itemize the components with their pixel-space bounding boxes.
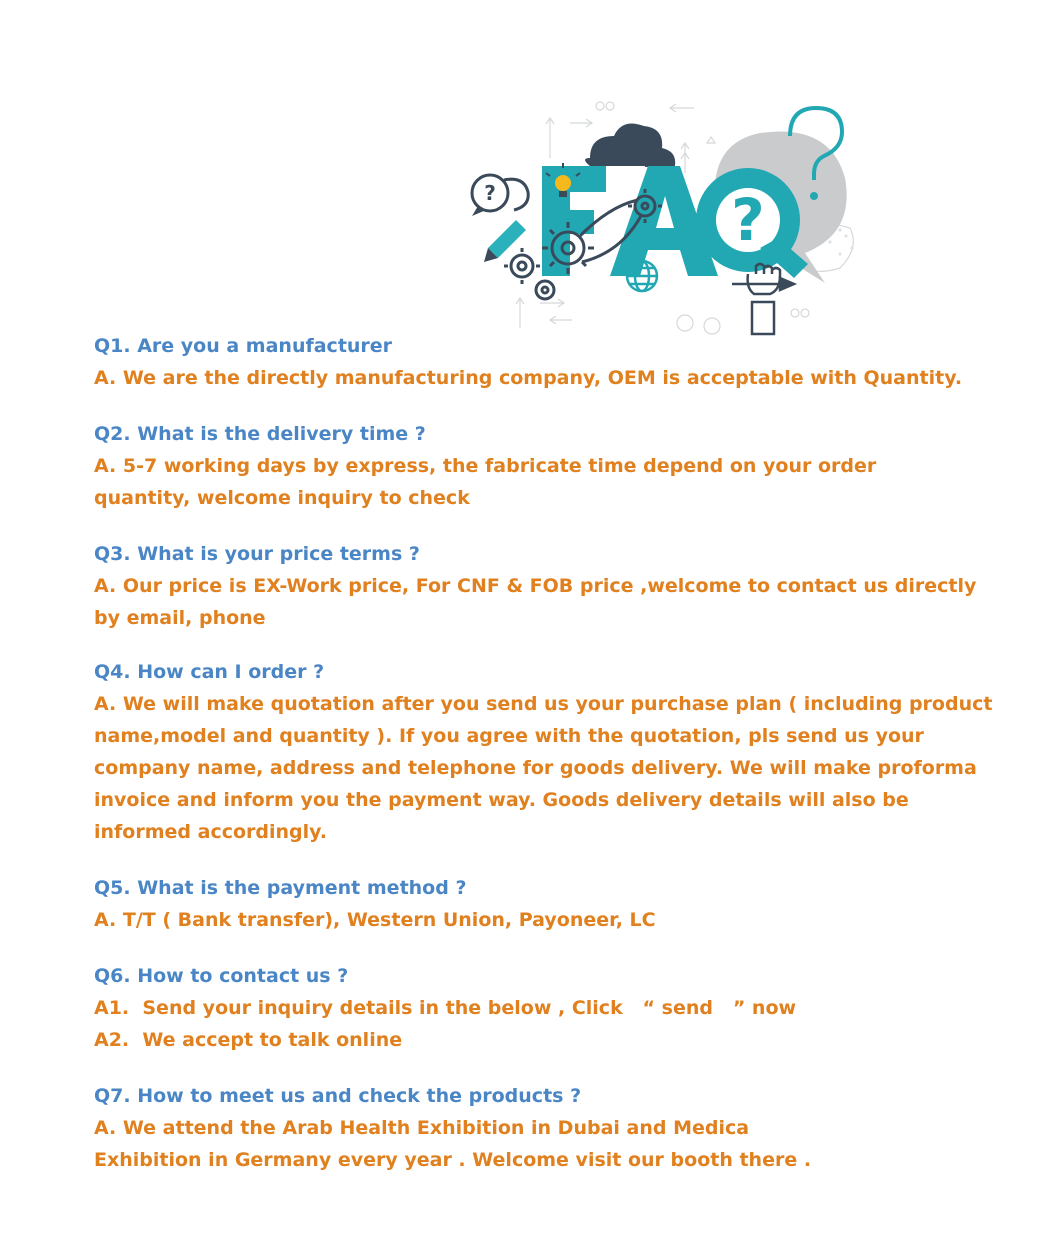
faq-answer-6-line-2: A2. We accept to talk online — [94, 1029, 403, 1051]
faq-question-2: Q2. What is the delivery time ? — [94, 423, 426, 445]
speech-bubble-icon — [472, 175, 528, 216]
faq-answer-1-line-1: A. We are the directly manufacturing company, OEM is acceptable with Quantity. — [94, 367, 963, 389]
faq-item-1 — [94, 330, 994, 394]
faq-question-4: Q4. How can I order ? — [94, 661, 325, 683]
faq-answer-4-line-1: A. We will make quotation after you send us your purchase plan ( including product — [94, 693, 993, 715]
faq-question-6: Q6. How to contact us ? — [94, 965, 349, 987]
faq-item-6 — [94, 960, 994, 1056]
faq-answer-3-line-1: A. Our price is EX-Work price, For CNF & FOB price ,welcome to contact us directly — [94, 575, 977, 597]
faq-question-1: Q1. Are you a manufacturer — [94, 335, 393, 357]
faq-hero-illustration — [460, 88, 880, 338]
cloud-icon — [585, 124, 675, 166]
hand-pen-icon — [732, 264, 794, 334]
faq-answer-2-line-1: A. 5-7 working days by express, the fabricate time depend on your order — [94, 455, 877, 477]
faq-answer-3-line-2: by email, phone — [94, 607, 266, 629]
faq-item-5 — [94, 872, 994, 936]
faq-answer-4-line-5: informed accordingly. — [94, 821, 328, 843]
faq-item-2 — [94, 418, 994, 514]
faq-question-3: Q3. What is your price terms ? — [94, 543, 420, 565]
faq-answer-7-line-1: A. We attend the Arab Health Exhibition in Dubai and Medica — [94, 1117, 750, 1139]
faq-item-7 — [94, 1080, 994, 1176]
faq-answer-4-line-2: name,model and quantity ). If you agree with the quotation, pls send us your — [94, 725, 924, 747]
faq-answer-5-line-1: A. T/T ( Bank transfer), Western Union, Payoneer, LC — [94, 909, 656, 931]
faq-item-3 — [94, 538, 994, 634]
faq-question-7: Q7. How to meet us and check the products ? — [94, 1085, 582, 1107]
faq-list — [94, 330, 994, 1176]
faq-answer-4-line-4: invoice and inform you the payment way. Goods delivery details will also be — [94, 789, 909, 811]
faq-answer-2-line-2: quantity, welcome inquiry to check — [94, 487, 470, 509]
faq-question-5: Q5. What is the payment method ? — [94, 877, 467, 899]
faq-answer-4-line-3: company name, address and telephone for goods delivery. We will make proforma — [94, 757, 977, 779]
faq-answer-7-line-2: Exhibition in Germany every year . Welcome visit our booth there . — [94, 1149, 812, 1171]
svg-text:?: ? — [731, 186, 765, 254]
faq-answer-6-line-1: A1. Send your inquiry details in the below , Click “ send ” now — [94, 997, 797, 1019]
faq-item-4 — [94, 656, 994, 848]
svg-text:?: ? — [484, 181, 496, 205]
